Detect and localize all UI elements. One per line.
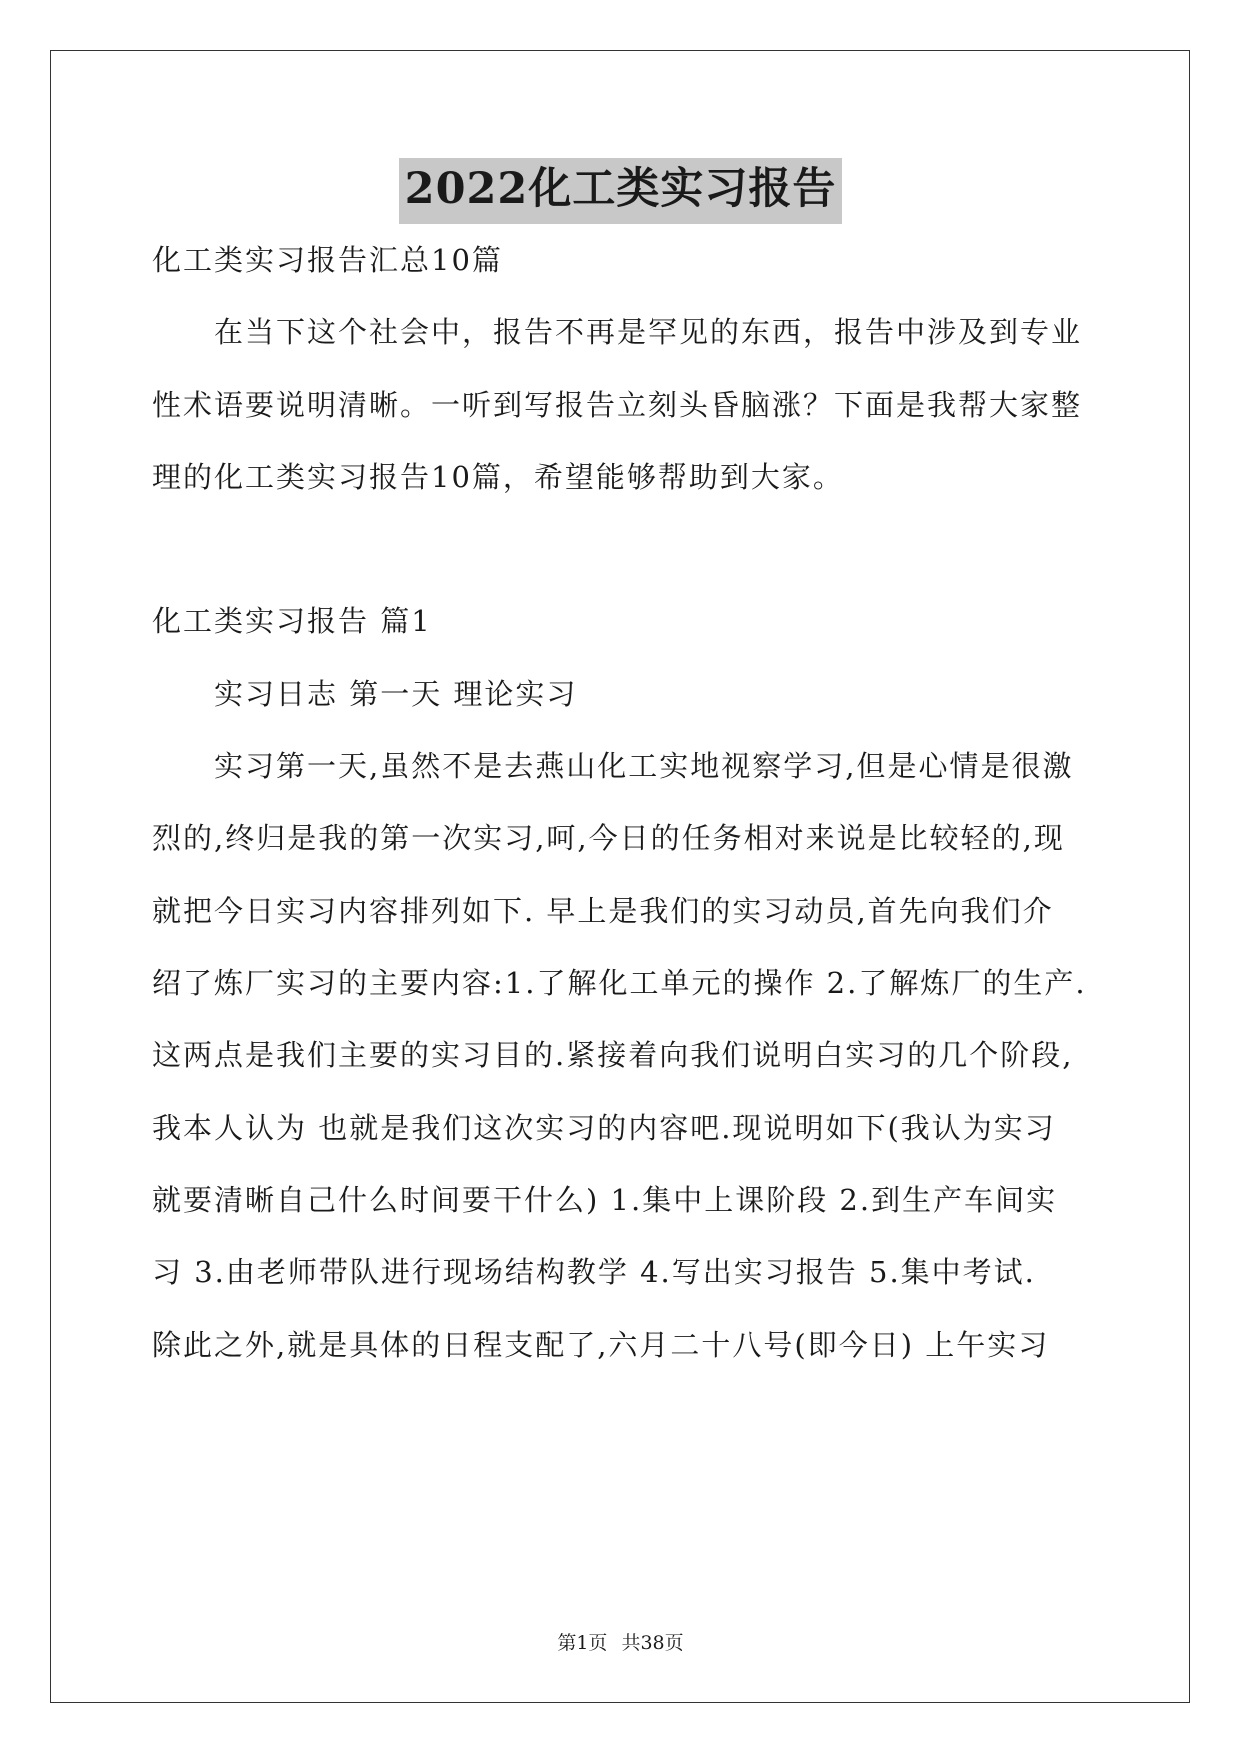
body-line-3: 就把今日实习内容排列如下. 早上是我们的实习动员,首先向我们介	[152, 894, 1054, 928]
page-total: 共38页	[621, 1632, 684, 1654]
body-line-8: 习 3.由老师带队进行现场结构教学 4.写出实习报告 5.集中考试.	[152, 1255, 1036, 1289]
intro-line-3: 理的化工类实习报告10篇，希望能够帮助到大家。	[152, 460, 844, 494]
body-line-9: 除此之外,就是具体的日程支配了,六月二十八号(即今日) 上午实习	[152, 1328, 1050, 1362]
intro-line-1: 在当下这个社会中，报告不再是罕见的东西，报告中涉及到专业	[214, 315, 1083, 349]
body-line-5: 这两点是我们主要的实习目的.紧接着向我们说明白实习的几个阶段,	[152, 1038, 1074, 1072]
subtitle: 化工类实习报告汇总10篇	[152, 243, 503, 277]
body-line-2: 烈的,终归是我的第一次实习,呵,今日的任务相对来说是比较轻的,现	[152, 821, 1065, 855]
body-line-7: 就要清晰自己什么时间要干什么) 1.集中上课阶段 2.到生产车间实	[152, 1183, 1058, 1217]
log-heading: 实习日志 第一天 理论实习	[214, 677, 578, 711]
document-title: 2022化工类实习报告	[399, 158, 843, 224]
body-line-6: 我本人认为 也就是我们这次实习的内容吧.现说明如下(我认为实习	[152, 1111, 1056, 1145]
page-footer	[0, 1628, 1241, 1655]
intro-line-2: 性术语要说明清晰。一听到写报告立刻头昏脑涨？下面是我帮大家整	[152, 388, 1083, 422]
section-heading: 化工类实习报告 篇1	[152, 604, 432, 638]
page-number: 第1页	[557, 1632, 608, 1654]
page-border	[50, 50, 1190, 1703]
body-line-1: 实习第一天,虽然不是去燕山化工实地视察学习,但是心情是很激	[214, 749, 1074, 783]
body-line-4: 绍了炼厂实习的主要内容:1.了解化工单元的操作 2.了解炼厂的生产.	[152, 966, 1087, 1000]
